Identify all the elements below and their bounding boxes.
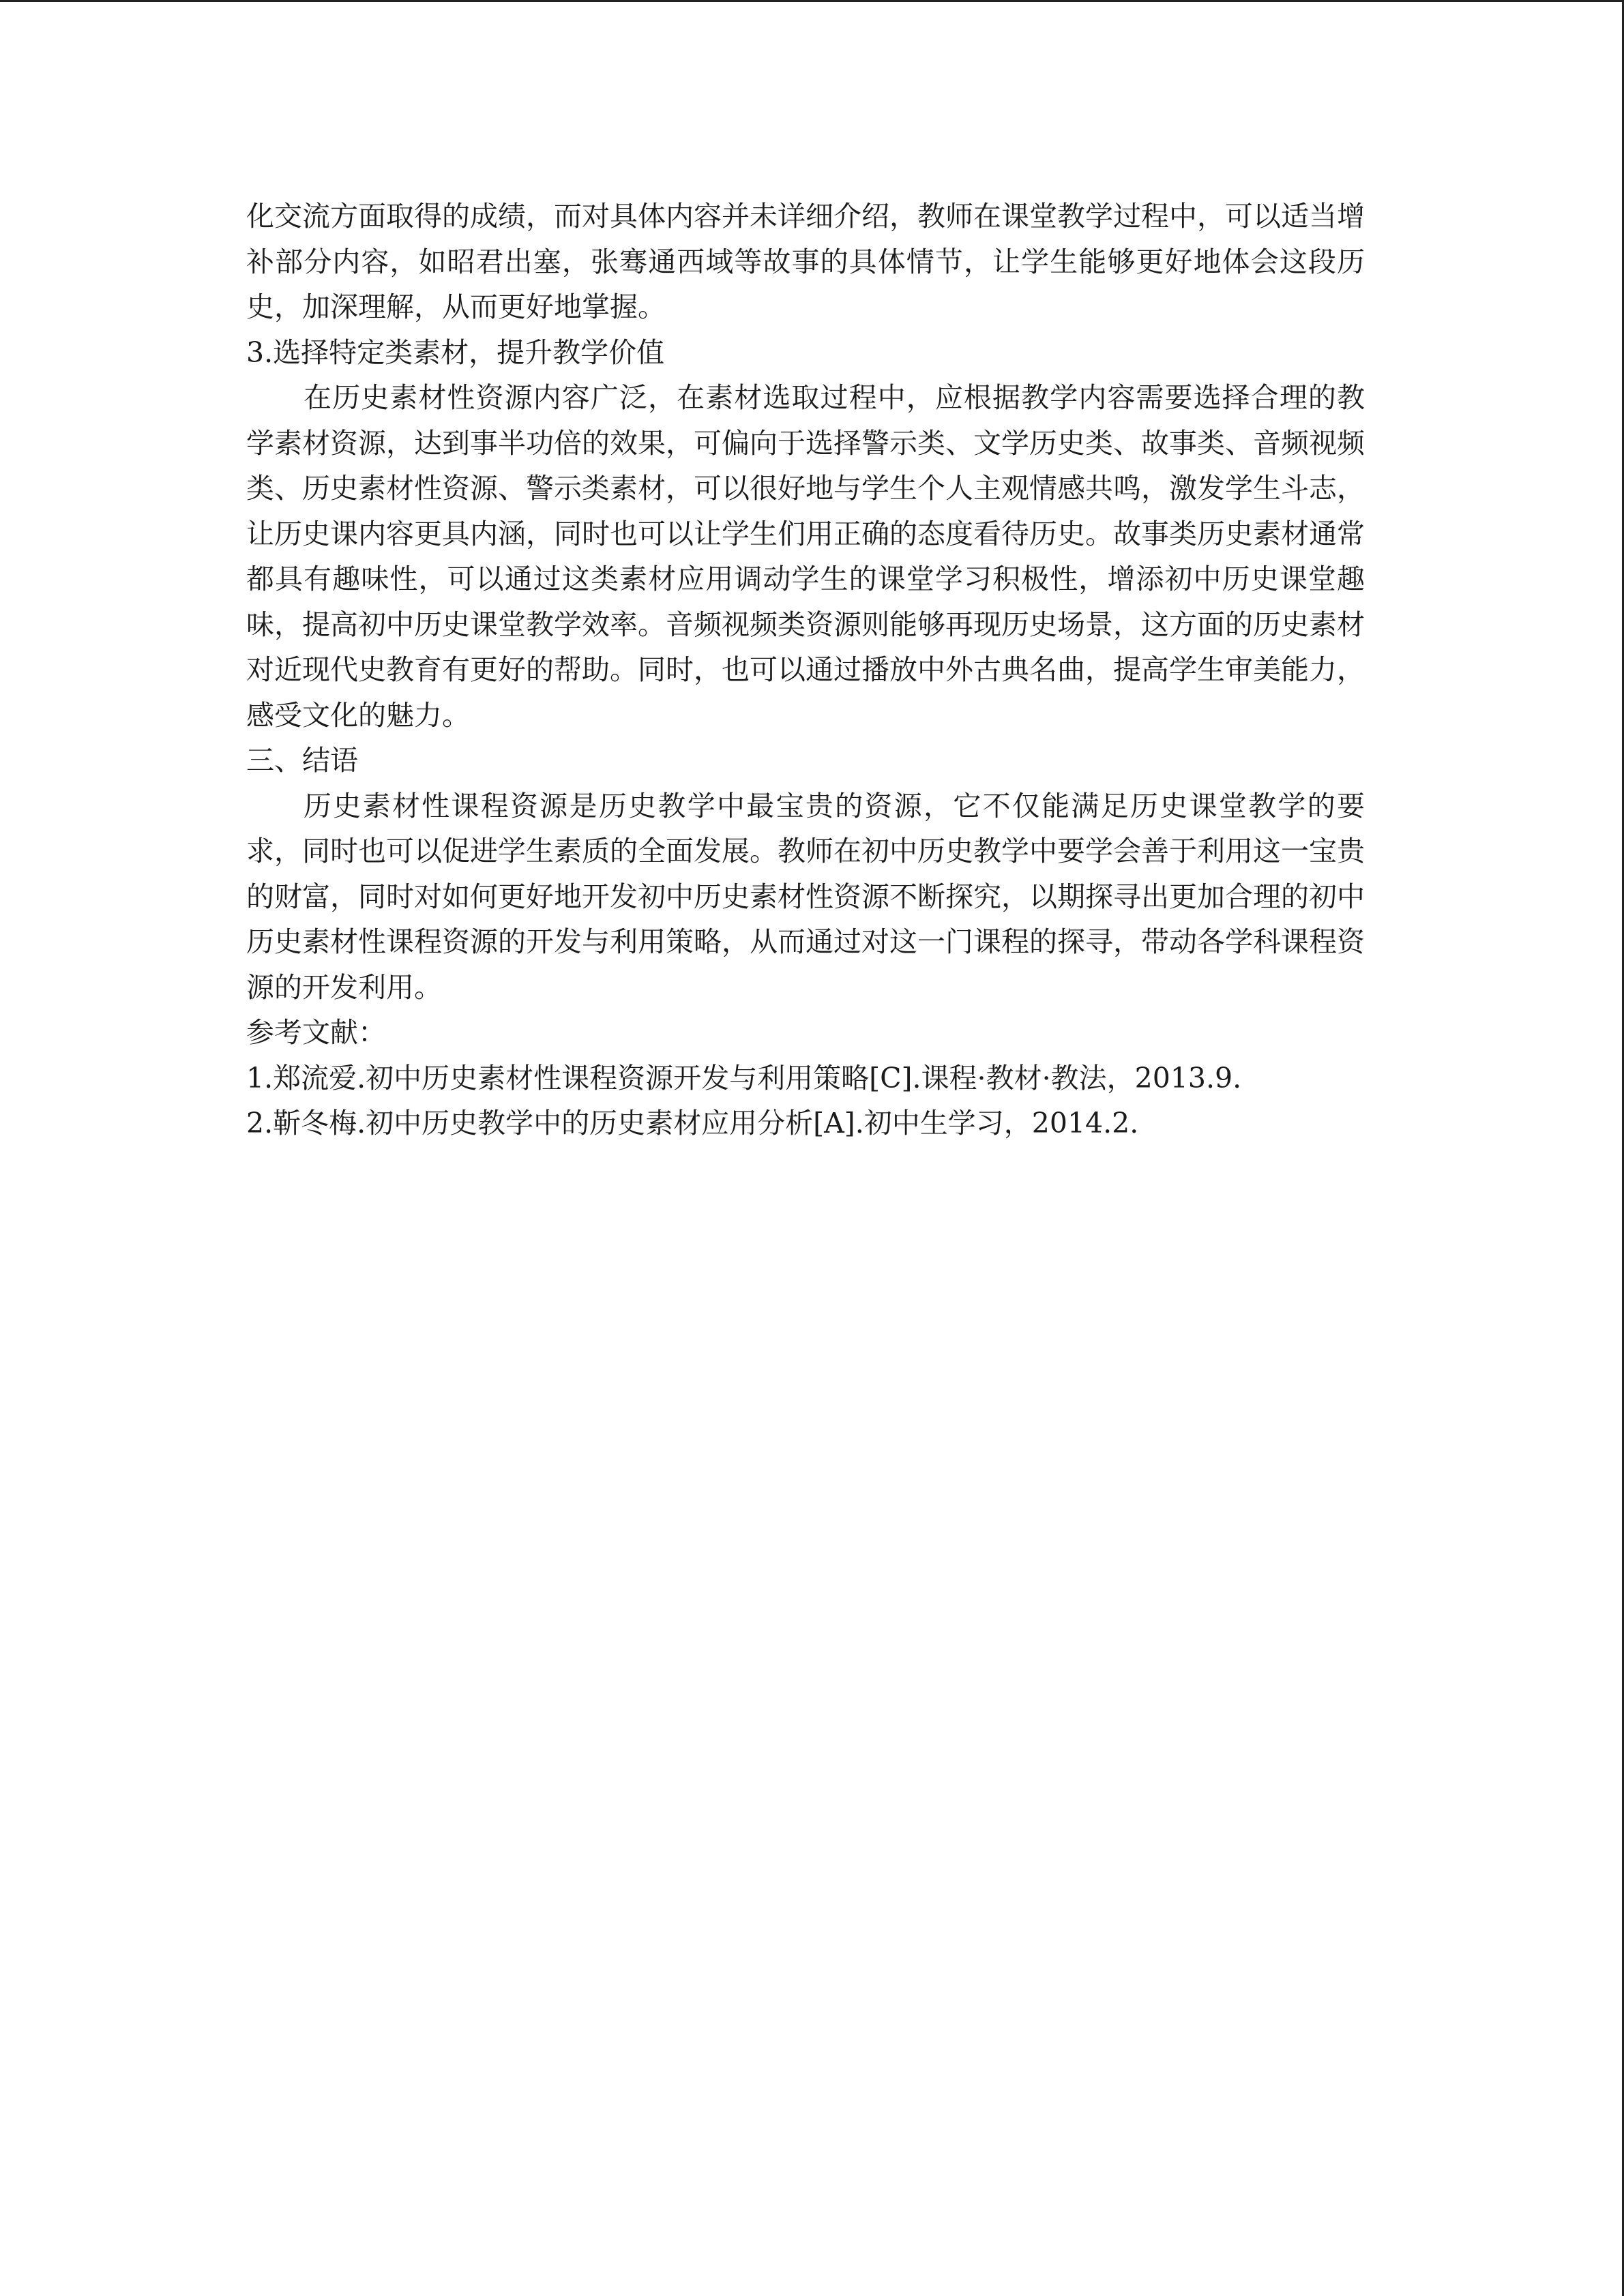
section-heading-material-selection: 3.选择特定类素材，提升教学价值 <box>246 336 665 369</box>
section-heading-conclusion: 三、结语 <box>246 744 358 777</box>
paragraph-material-types: 在历史素材性资源内容广泛，在素材选取过程中，应根据教学内容需要选择合理的教学素材资源，达到事半功倍的效果，可偏向于选择警示类、文学历史类、故事类、音频视频类、历史素材性资源、警示类素材，可以很好地与学生个人主观情感共鸣，激发学生斗志，让历史课内容更具内涵，同时也可以让学生们用正确的态度看待历史。故事类历史素材通常都具有趣味性，可以通过这类素材应用调动学生的课堂学习积极性，增添初中历史课堂趣味，提高初中历史课堂教学效率。音频视频类资源则能够再现历史场景，这方面的历史素材对近现代史教育有更好的帮助。同时，也可以通过播放中外古典名曲，提高学生审美能力，感受文化的魅力。 <box>246 381 1365 732</box>
references-heading: 参考文献： <box>246 1016 386 1049</box>
reference-item-2: 2.靳冬梅.初中历史教学中的历史素材应用分析[A].初中生学习，2014.2. <box>246 1107 1139 1139</box>
paragraph-conclusion: 历史素材性课程资源是历史教学中最宝贵的资源，它不仅能满足历史课堂教学的要求，同时也可以促进学生素质的全面发展。教师在初中历史教学中要学会善于利用这一宝贵的财富，同时对如何更好地开发初中历史素材性资源不断探究，以期探寻出更加合理的初中历史素材性课程资源的开发与利用策略，从而通过对这一门课程的探寻，带动各学科课程资源的开发利用。 <box>246 789 1365 1004</box>
page-top-border <box>0 0 1624 2</box>
document-body <box>246 194 1365 1146</box>
paragraph-continued: 化交流方面取得的成绩，而对具体内容并未详细介绍，教师在课堂教学过程中，可以适当增补部分内容，如昭君出塞，张骞通西域等故事的具体情节，让学生能够更好地体会这段历史，加深理解，从而更好地掌握。 <box>246 200 1365 323</box>
reference-item-1: 1.郑流爱.初中历史素材性课程资源开发与利用策略[C].课程·教材·教法，2013.9. <box>246 1061 1242 1094</box>
